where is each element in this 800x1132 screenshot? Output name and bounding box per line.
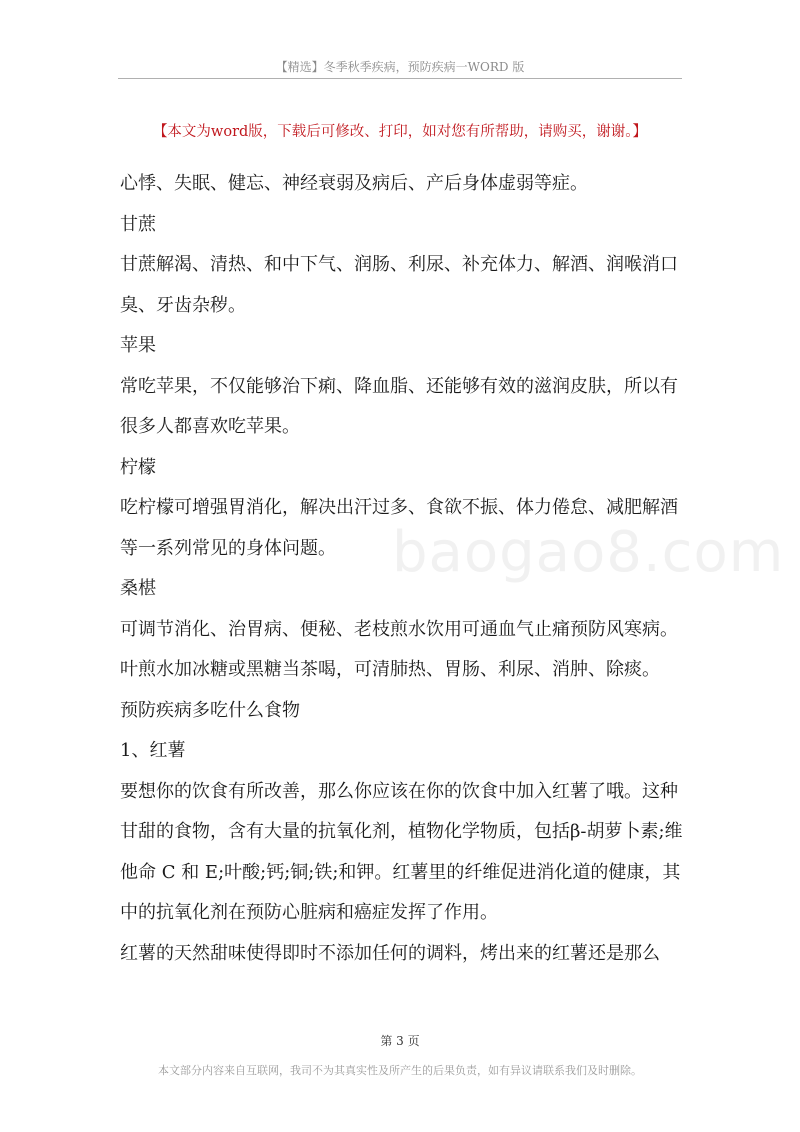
purchase-notice: 【本文为word版，下载后可修改、打印，如对您有所帮助，请购买，谢谢。】 [152,124,648,140]
paragraph: 吃柠檬可增强胃消化，解决出汗过多、食欲不振、体力倦怠、减肥解酒等一系列常见的身体问题。 [120,497,678,559]
header-divider [118,78,682,79]
paragraph: 红薯的天然甜味使得即时不添加任何的调料，烤出来的红薯还是那么 [120,942,660,964]
paragraph: 甘蔗解渴、清热、和中下气、润肠、利尿、补充体力、解酒、润喉消口臭、牙齿杂秽。 [120,254,678,316]
section-heading-lemon: 柠檬 [120,456,156,478]
section-heading-sweet-potato: 1、红薯 [120,740,186,761]
page-number: 第 3 页 [380,1034,420,1048]
paragraph: 可调节消化、治胃病、便秘、老枝煎水饮用可通血气止痛预防风寒病。叶煎水加冰糖或黑糖当茶喝，可清肺热、胃肠、利尿、消肿、除痰。 [120,618,678,680]
paragraph: 要想你的饮食有所改善，那么你应该在你的饮食中加入红薯了哦。这种甘甜的食物，含有大量的抗氧化剂，植物化学物质，包括β-胡萝卜素;维他命 C 和 E;叶酸;钙;铜;铁;和钾。红薯里的纤维促进消化道的健康，其中的抗氧化剂在预防心脏病和癌症发挥了作用。 [120,780,683,923]
section-heading-sugarcane: 甘蔗 [120,213,156,235]
paragraph: 常吃苹果，不仅能够治下痢、降血脂、还能够有效的滋润皮肤，所以有很多人都喜欢吃苹果。 [120,375,678,437]
section-heading-mulberry: 桑椹 [120,578,156,599]
section-heading-apple: 苹果 [120,335,156,356]
footer-disclaimer: 本文部分内容来自互联网，我司不为其真实性及所产生的后果负责，如有异议请联系我们及时删除。 [158,1064,642,1077]
watermark: baogao8.com [392,520,785,585]
document-header: 【精选】冬季秋季疾病，预防疾病一WORD 版 [275,60,525,74]
section-heading-prevention: 预防疾病多吃什么食物 [120,699,300,721]
paragraph: 心悸、失眠、健忘、神经衰弱及病后、产后身体虚弱等症。 [120,173,588,194]
